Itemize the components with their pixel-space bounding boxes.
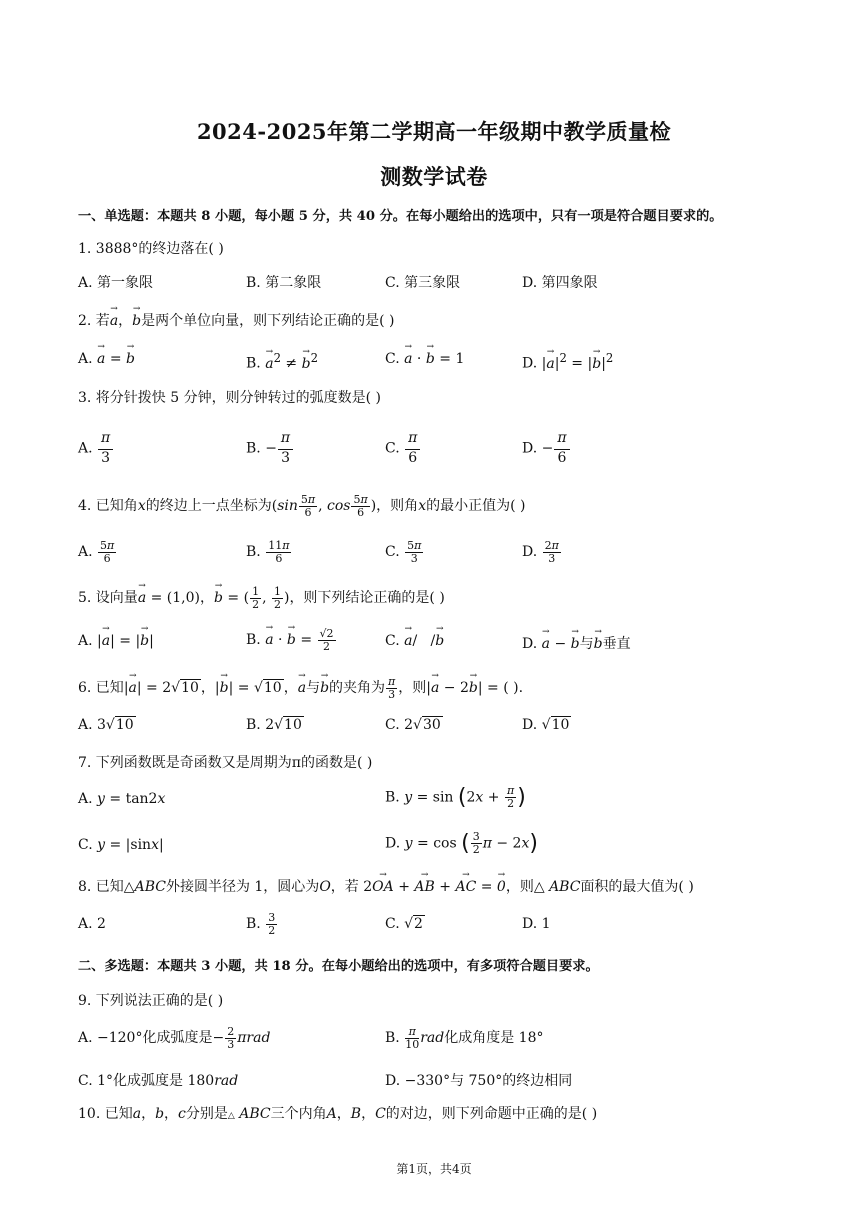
- question-8-option-b: B. $\frac{3}{2}$: [246, 911, 276, 937]
- question-7-option-d: D. y = cos ( $\frac{3}{2}$ π − 2x): [385, 830, 538, 856]
- question-9-option-d: D. −330°与 750°的终边相同: [385, 1073, 573, 1089]
- question-4-option-d: D. $\frac{2\pi}{3}$: [522, 539, 559, 565]
- question-8-option-c: C. √2: [385, 916, 423, 932]
- question-6-stem: 6. 已知|→ a| = 2√10 ，|→ b| = √10 ，→ a与→ b的夹角为 $\frac{\pi}{3}$ ，则|→ a − 2→ b| = ( ).: [78, 676, 523, 700]
- question-2-option-a: A. → a = → b: [78, 351, 135, 367]
- question-5-option-b: B. → a · → b = $\frac{√2}{2}$: [246, 628, 337, 652]
- question-1-option-a: A. 第一象限: [78, 275, 154, 291]
- question-3-option-b: B. − $\frac{\pi}{3}$: [246, 430, 294, 467]
- question-4-option-c: C. $\frac{5\pi}{3}$: [385, 539, 422, 565]
- question-6-option-d: D. √10: [522, 717, 570, 733]
- question-7-stem: 7. 下列函数既是奇函数又是周期为π的函数是( ): [78, 755, 373, 771]
- question-9-option-c: C. 1°化成弧度是 180rad: [78, 1073, 239, 1089]
- exam-title-line2: 测数学试卷: [380, 164, 488, 189]
- question-2-option-b: B. → $a^2$ ≠ → $b^2$: [246, 351, 318, 372]
- question-8-stem: 8. 已知△ABC外接圆半径为 1，圆心为O，若 2→ OA + → AB + → AC = → 0，则△ ABC面积的最大值为( ): [78, 876, 694, 896]
- question-9-option-b: B. $\frac{\pi}{10}$ rad化成角度是 18°: [385, 1025, 544, 1051]
- question-1-option-b: B. 第二象限: [246, 275, 322, 291]
- question-7-option-a: A. y = tan2x: [78, 791, 166, 807]
- question-6-option-a: A. 3√10: [78, 717, 134, 733]
- question-4-option-a: A. $\frac{5\pi}{6}$: [78, 539, 115, 565]
- question-6-option-c: C. 2√30: [385, 717, 441, 733]
- page-footer: 第1页，共4页: [396, 1162, 472, 1176]
- question-1-option-d: D. 第四象限: [522, 275, 598, 291]
- question-2-option-c: C. → a · → b = 1: [385, 351, 464, 367]
- question-7-option-c: C. y = |sinx|: [78, 837, 164, 853]
- question-2-option-d: D. |→ $a|^2$ = |→ $b|^2$: [522, 351, 613, 372]
- question-3-stem: 3. 将分针拨快 5 分钟，则分钟转过的弧度数是( ): [78, 390, 381, 406]
- question-8-option-d: D. 1: [522, 916, 551, 932]
- question-3-option-c: C. $\frac{\pi}{6}$: [385, 430, 421, 467]
- question-10-stem: 10. 已知a，b，c分别是△ ABC三个内角A，B，C的对边，则下列命题中正确的是( ): [78, 1106, 598, 1122]
- question-7-option-b: B. y = sin (2x + $\frac{\pi}{2}$ ): [385, 784, 526, 810]
- section-single-choice-heading: 一、单选题：本题共 8 小题，每小题 5 分，共 40 分。在每小题给出的选项中，只有一项是符合题目要求的。: [78, 209, 723, 224]
- question-3-option-a: A. $\frac{\pi}{3}$: [78, 430, 114, 467]
- question-5-option-a: A. |→ a| = |→ b|: [78, 633, 154, 649]
- question-4-stem: 4. 已知角x的终边上一点坐标为(sin $\frac{5\pi}{6}$ , cos $\frac{5\pi}{6}$ )，则角x的最小正值为( ): [78, 493, 526, 519]
- section-multiple-choice-heading: 二、多选题：本题共 3 小题，共 18 分。在每小题给出的选项中，有多项符合题目要求。: [78, 959, 599, 974]
- question-5-stem: 5. 设向量→ a = (1,0)，→ b = ( $\frac{1}{2}$ , $\frac{1}{2}$ )，则下列结论正确的是( ): [78, 586, 445, 610]
- question-1-option-c: C. 第三象限: [385, 275, 461, 291]
- exam-title-line1: 2024-2025年第二学期高一年级期中教学质量检: [196, 119, 672, 144]
- question-4-option-b: B. $\frac{11\pi}{6}$: [246, 539, 290, 565]
- question-5-option-c: C. → a/ /→ b: [385, 633, 444, 649]
- question-3-option-d: D. − $\frac{\pi}{6}$: [522, 430, 571, 467]
- question-5-option-d: D. → a − → b与→ b垂直: [522, 633, 631, 653]
- question-9-stem: 9. 下列说法正确的是( ): [78, 993, 224, 1009]
- question-2-stem: 2. 若→ a，→ b是两个单位向量，则下列结论正确的是( ): [78, 310, 395, 330]
- question-8-option-a: A. 2: [78, 916, 106, 932]
- question-6-option-b: B. 2√10: [246, 717, 302, 733]
- question-1-stem: 1. 3888°的终边落在( ): [78, 241, 224, 257]
- question-9-option-a: A. −120°化成弧度是− $\frac{2}{3}$ πrad: [78, 1025, 271, 1051]
